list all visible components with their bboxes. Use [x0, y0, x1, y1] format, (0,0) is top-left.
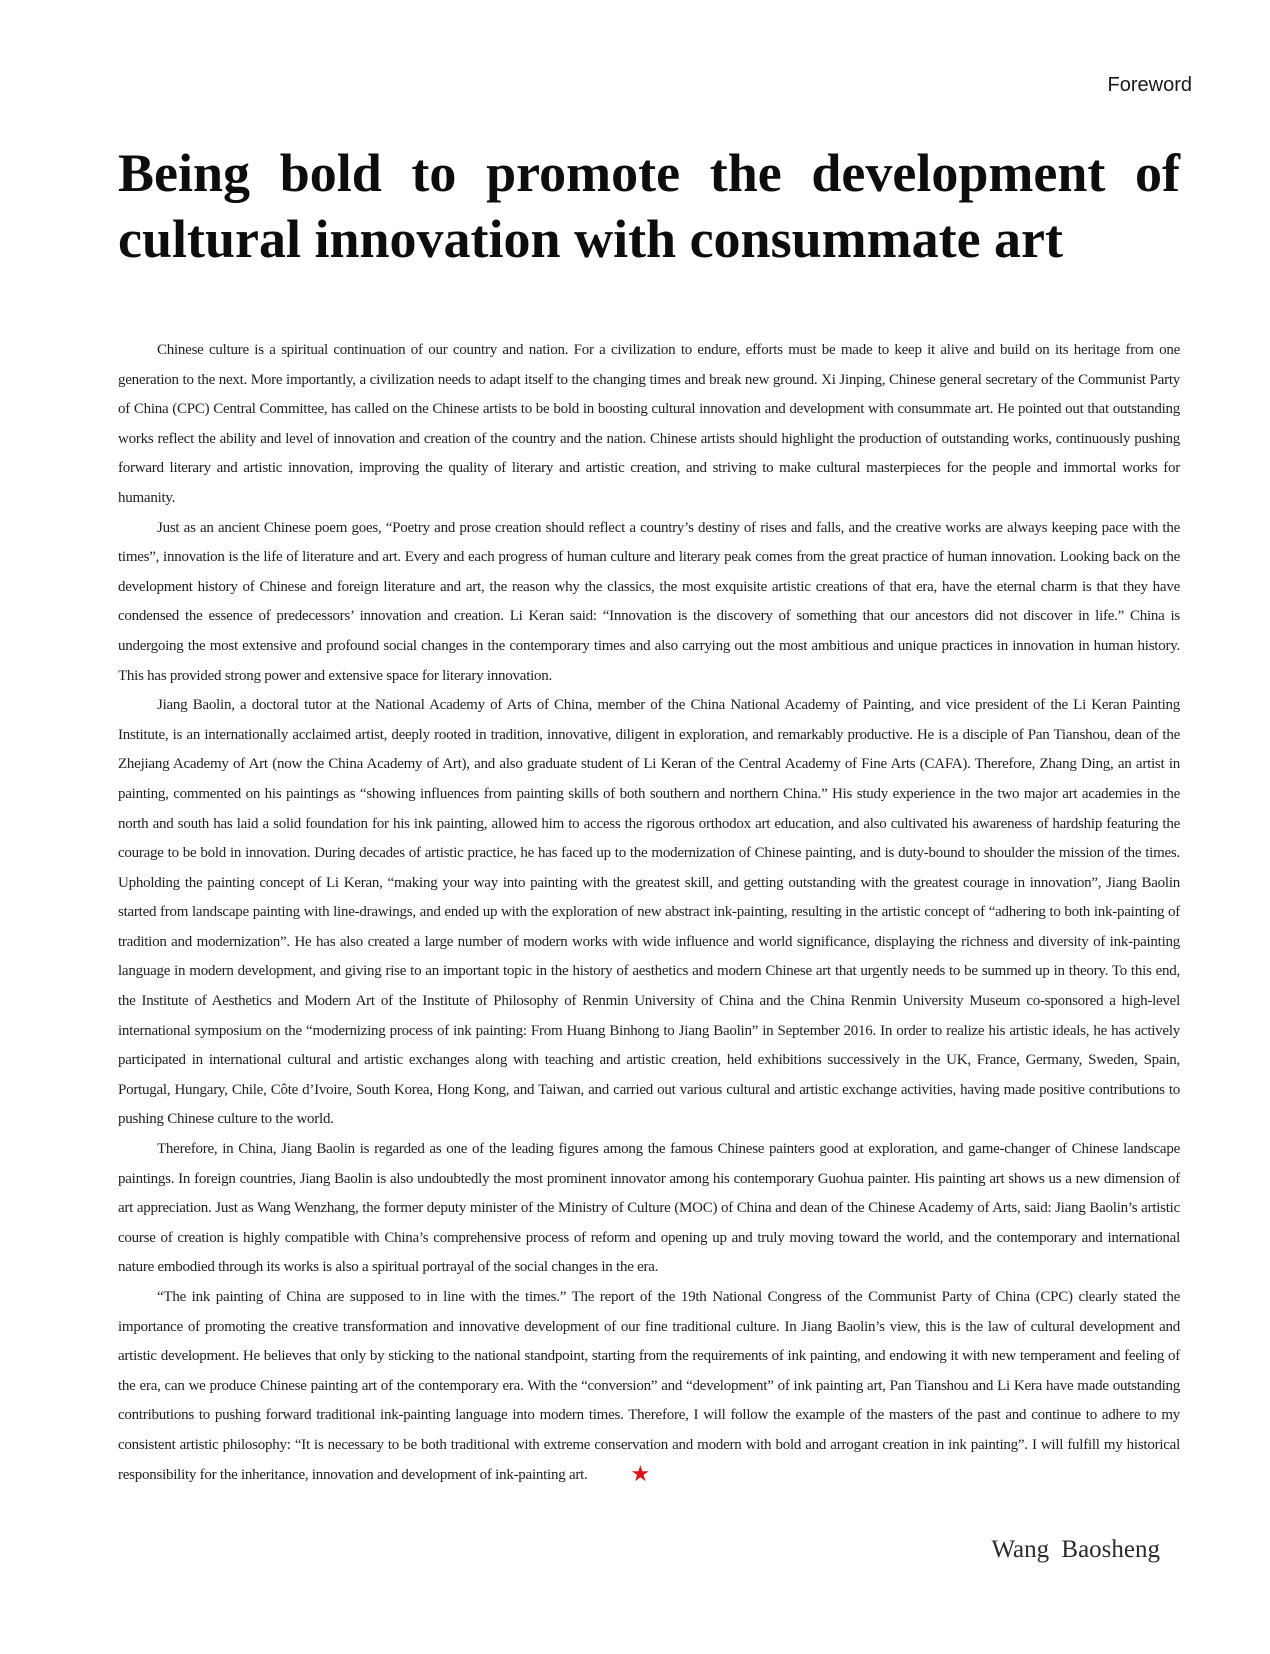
- article-title: [118, 140, 1180, 272]
- title-line-1: Being bold to promote the development of: [118, 143, 1180, 203]
- paragraph: Jiang Baolin, a doctoral tutor at the National Academy of Arts of China, member of the China National Academy of Painting, and vice president of the Li Keran Painting Institute, is an internationally acclaimed artist, deeply rooted in tradition, innovative, diligent in exploration, and remarkably productive. He is a disciple of Pan Tianshou, dean of the Zhejiang Academy of Art (now the China Academy of Art), and also graduate student of Li Keran of the Central Academy of Fine Arts (CAFA). Therefore, Zhang Ding, an artist in painting, commented on his paintings as “showing influences from painting skills of both southern and northern China.” His study experience in the two major art academies in the north and south has laid a solid foundation for his ink painting, allowed him to access the rigorous orthodox art education, and also cultivated his awareness of hardship featuring the courage to be bold in innovation. During decades of artistic practice, he has faced up to the modernization of Chinese painting, and is duty-bound to shoulder the mission of the times. Upholding the painting concept of Li Keran, “making your way into painting with the greatest skill, and getting outstanding with the greatest courage in innovation”, Jiang Baolin started from landscape painting with line-drawings, and ended up with the exploration of new abstract ink-painting, resulting in the artistic concept of “adhering to both ink-painting of tradition and modernization”. He has also created a large number of modern works with wide influence and world significance, displaying the richness and diversity of ink-painting language in modern development, and giving rise to an important topic in the history of aesthetics and modern Chinese art that urgently needs to be summed up in theory. To this end, the Institute of Aesthetics and Modern Art of the Institute of Philosophy of Renmin University of China and the China Renmin University Museum co-sponsored a high-level international symposium on the “modernizing process of ink painting: From Huang Binhong to Jiang Baolin” in September 2016. In order to realize his artistic ideals, he has actively participated in international cultural and artistic exchanges along with teaching and artistic creation, held exhibitions successively in the UK, France, Germany, Sweden, Spain, Portugal, Hungary, Chile, Côte d’Ivoire, South Korea, Hong Kong, and Taiwan, and carried out various cultural and artistic exchange activities, having made positive contributions to pushing Chinese culture to the world.: [118, 697, 1180, 1128]
- paragraph: Chinese culture is a spiritual continuation of our country and nation. For a civilization to endure, efforts must be made to keep it alive and build on its heritage from one generation to the next. More importantly, a civilization needs to adapt itself to the changing times and break new ground. Xi Jinping, Chinese general secretary of the Communist Party of China (CPC) Central Committee, has called on the Chinese artists to be bold in boosting cultural innovation and development with consummate art. He pointed out that outstanding works reflect the ability and level of innovation and creation of the country and the nation. Chinese artists should highlight the production of outstanding works, continuously pushing forward literary and artistic innovation, improving the quality of literary and artistic creation, and striving to make cultural masterpieces for the people and immortal works for humanity.: [118, 342, 1180, 506]
- red-star-icon: ★: [630, 1460, 651, 1486]
- paragraph: Just as an ancient Chinese poem goes, “Poetry and prose creation should reflect a country’s destiny of rises and falls, and the creative works are always keeping pace with the times”, innovation is the life of literature and art. Every and each progress of human culture and literary peak comes from the great practice of human innovation. Looking back on the development history of Chinese and foreign literature and art, the reason why the classics, the most exquisite artistic creations of that era, have the eternal charm is that they have condensed the essence of predecessors’ innovation and creation. Li Keran said: “Innovation is the discovery of something that our ancestors did not discover in life.” China is undergoing the most extensive and profound social changes in the contemporary times and also carrying out the most ambitious and unique practices in innovation in human history. This has provided strong power and extensive space for literary innovation.: [118, 519, 1180, 684]
- paragraph-text: “The ink painting of China are supposed to in line with the times.” The report of the 19th National Congress of the Communist Party of China (CPC) clearly stated the importance of promoting the creative transformation and innovative development of our fine traditional culture. In Jiang Baolin’s view, this is the law of cultural development and artistic development. He believes that only by sticking to the national standpoint, starting from the requirements of ink painting, and endowing it with new temperament and feeling of the era, can we produce Chinese painting art of the contemporary era. With the “conversion” and “development” of ink painting art, Pan Tianshou and Li Kera have made outstanding contributions to pushing forward traditional ink-painting language into modern times. Therefore, I will follow the example of the masters of the past and continue to adhere to my consistent artistic philosophy: “It is necessary to be both traditional with extreme conservation and modern with bold and arrogant creation in ink painting”. I will fulfill my historical responsibility for the inheritance, innovation and development of ink-painting art.: [118, 1289, 1180, 1483]
- paragraph-last: [118, 1283, 1180, 1490]
- article-body: [118, 336, 1180, 1490]
- title-line-2: cultural innovation with consummate art: [118, 209, 1063, 269]
- paragraph: Therefore, in China, Jiang Baolin is regarded as one of the leading figures among the famous Chinese painters good at exploration, and game-changer of Chinese landscape paintings. In foreign countries, Jiang Baolin is also undoubtedly the most prominent innovator among his contemporary Guohua painter. His painting art shows us a new dimension of art appreciation. Just as Wang Wenzhang, the former deputy minister of the Ministry of Culture (MOC) of China and dean of the Chinese Academy of Arts, said: Jiang Baolin’s artistic course of creation is highly compatible with China’s comprehensive process of reform and opening up and truly moving toward the world, and the contemporary and international nature embodied through its works is also a spiritual portrayal of the social changes in the era.: [118, 1141, 1180, 1276]
- section-label: Foreword: [1107, 74, 1192, 96]
- author-signature: Wang Baosheng: [991, 1536, 1160, 1563]
